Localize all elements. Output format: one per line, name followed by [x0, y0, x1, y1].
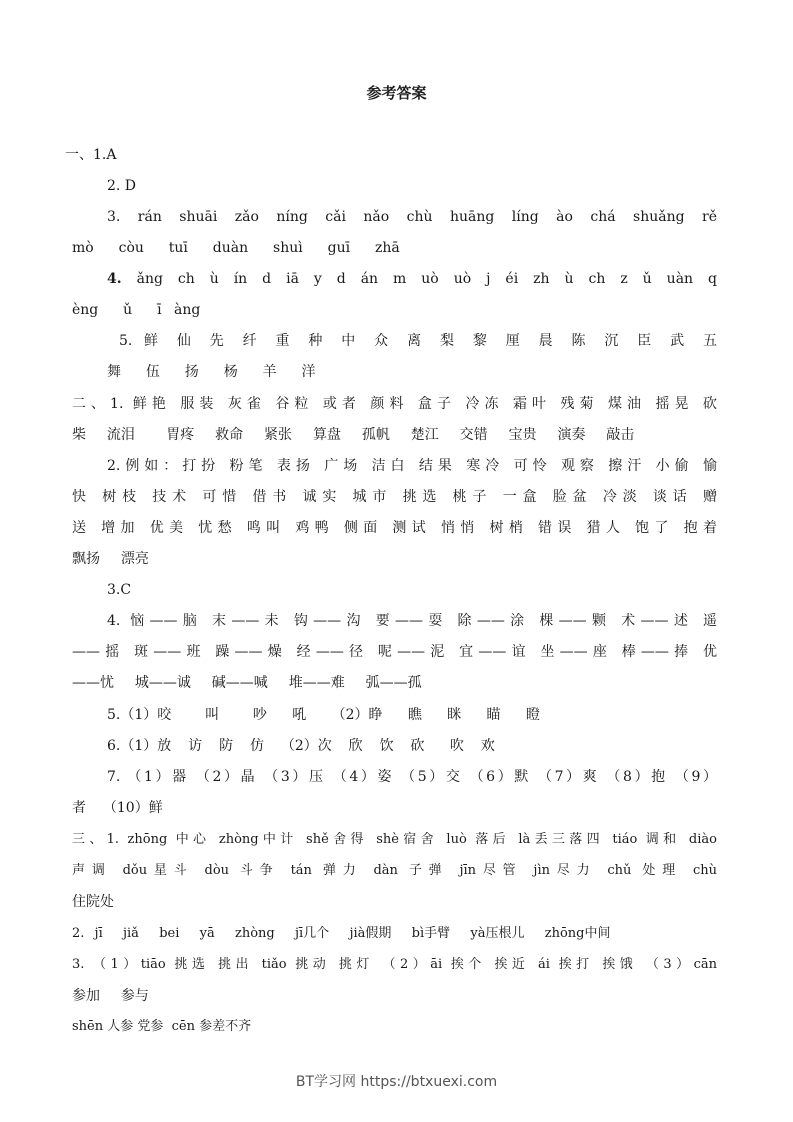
answer-3-3-line1: 3. （1）tiāo 挑选 挑出 tiǎo 挑动 挑灯 （2）āi 挨个 挨近 ái 挨打 挨饿 （3）cān: [72, 957, 717, 972]
answer-2-5: 5.（1）咬 叫 吵 吼 （2）睁 瞧 眯 瞄 瞪: [107, 707, 540, 723]
answer-2-2-line3: 送 增加 优美 忧愁 鸣叫 鸡鸭 侧面 测试 悄悄 树梢 错误 猎人 饱了 抱着: [72, 520, 717, 536]
answer-1-2: 2. D: [107, 178, 137, 194]
answer-2-7-line2: 者 （10）鲜: [72, 800, 163, 816]
answer-1-5-line2: 舞 伍 扬 杨 羊 洋: [107, 364, 316, 380]
answer-1-4-line2: èng ǔ ī àng: [72, 302, 201, 318]
answer-3-3-line2: 参加 参与: [72, 988, 149, 1004]
footer-watermark: BT学习网 https://btxuexi.com: [295, 1074, 498, 1090]
answer-2-2-line4: 飘扬 漂亮: [72, 551, 149, 567]
page-title: 参考答案: [366, 84, 427, 102]
answer-1-4-text: ǎng ch ù ín d iā y d án m uò uò j éi zh ù ch z ǔ uàn q: [121, 271, 717, 287]
answer-2-2-line1: 2.例如：打扮 粉笔 表扬 广场 洁白 结果 寒冷 可怜 观察 擦汗 小偷 愉: [107, 458, 717, 474]
answer-1-4-number: 4.: [107, 271, 122, 287]
answer-3-1-line1: 三、1. zhōng 中心 zhòng中计 shě舍得 shè宿舍 luò 落后 là丢三落四 tiáo 调和 diào: [72, 832, 717, 847]
answer-3-1-line3: 住院处: [72, 894, 114, 910]
answer-2-4-line1: 4. 恼——脑 末——未 钩——沟 要——耍 除——涂 棵——颗 术——述 遥: [107, 613, 717, 629]
answer-1-3-line1: 3. rán shuāi zǎo níng cǎi nǎo chù huāng líng ào chá shuǎng rě: [107, 209, 717, 225]
answer-3-3-line3: shēn 人参 党参 cēn 参差不齐: [72, 1019, 252, 1034]
answer-1-4-line1: [107, 270, 717, 288]
answer-3-2: 2. jī jiǎ bei yā zhòng jī几个 jià假期 bì手臂 yà压根儿 zhōng中间: [72, 926, 611, 941]
answer-2-6: 6.（1）放 访 防 仿 （2）次 欣 饮 砍 吹 欢: [107, 738, 495, 754]
answer-2-7-line1: 7. （1）器 （2）晶 （3）压 （4）姿 （5）交 （6）默 （7）爽 （8）抱 （9）: [107, 769, 717, 785]
answer-2-3: 3.C: [107, 582, 132, 598]
answer-1-1: 一、1.A: [65, 147, 117, 163]
answer-2-2-line2: 快 树枝 技术 可惜 借书 诚实 城市 挑选 桃子 一盒 脸盆 冷淡 谈话 赠: [72, 489, 717, 505]
answer-1-5-line1: 5. 鲜 仙 先 纤 重 种 中 众 离 梨 黎 厘 晨 陈 沉 臣 武 五: [119, 333, 717, 349]
answer-2-1-line1: 二、1. 鲜艳 服装 灰雀 谷粒 或者 颜料 盒子 冷冻 霜叶 残菊 煤油 摇晃 砍: [72, 396, 717, 412]
answer-2-4-line2: ——摇 斑——班 躁——燥 经——径 呢——泥 宜——谊 坐——座 棒——捧 优: [72, 644, 717, 660]
answer-2-4-line3: ——忧 城——诚 碱——喊 堆——难 弧——孤: [72, 675, 422, 691]
answer-3-1-line2: 声调 dǒu星斗 dòu 斗争 tán 弹力 dàn 子弹 jīn尽管 jìn尽力 chǔ 处理 chù: [72, 863, 717, 878]
answer-1-3-line2: mò còu tuī duàn shuì guī zhā: [72, 240, 400, 256]
answer-2-1-line2: 柴 流泪 胃疼 救命 紧张 算盘 孤帆 楚江 交错 宝贵 演奏 敲击: [72, 427, 635, 443]
